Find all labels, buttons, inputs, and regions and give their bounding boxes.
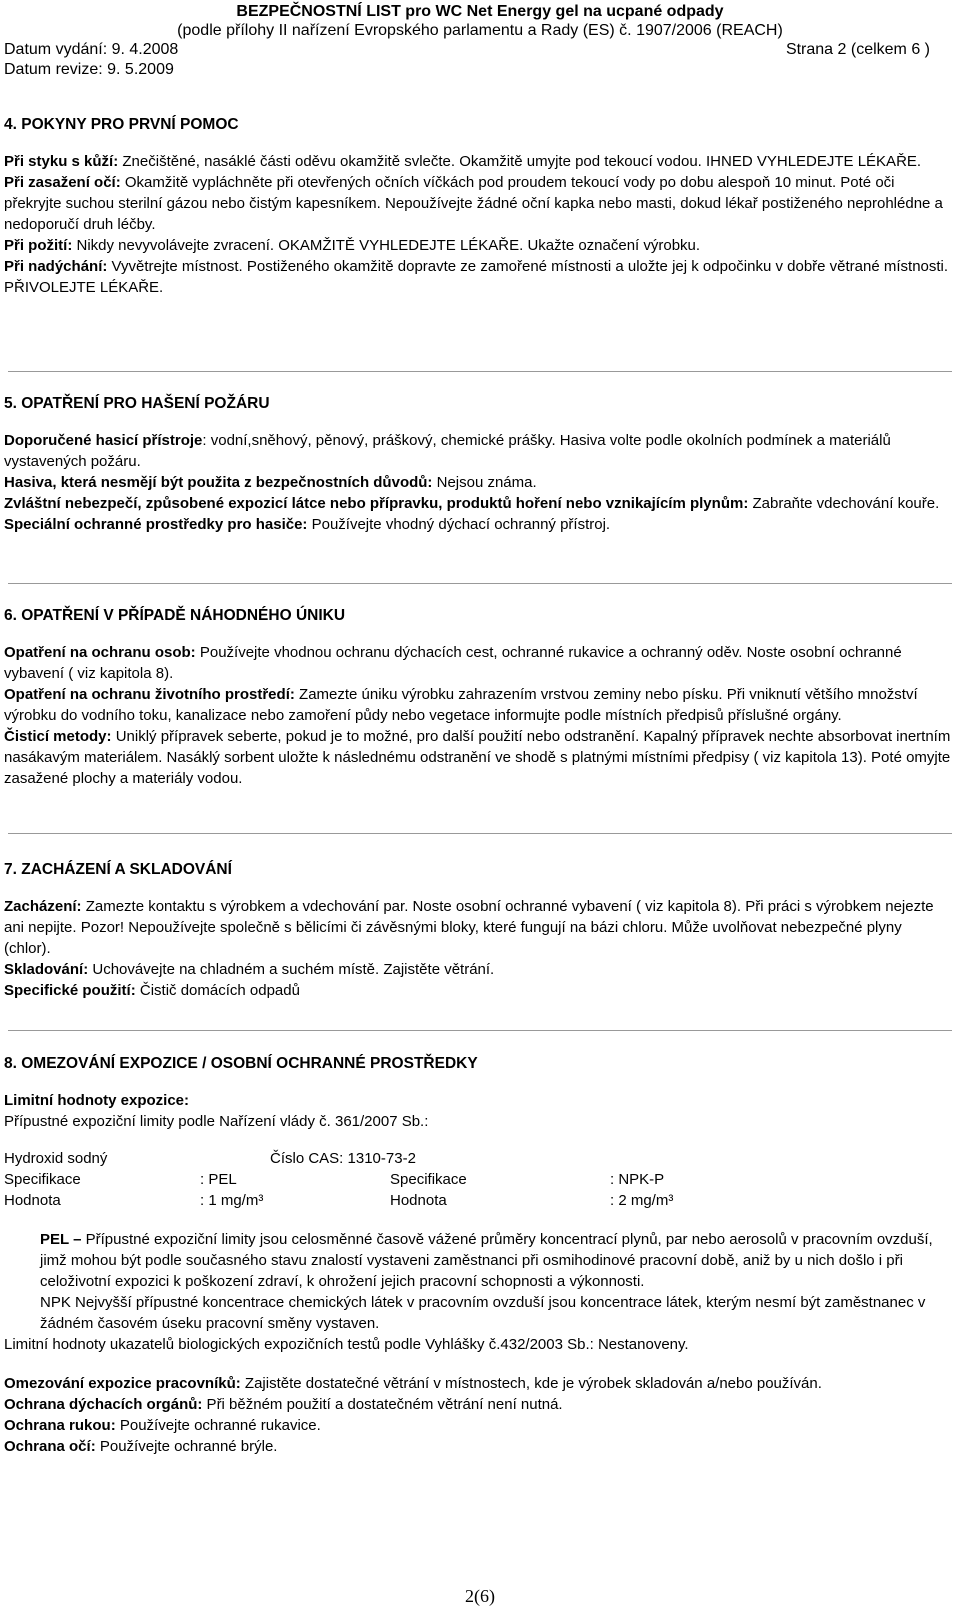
paragraph bbox=[4, 726, 952, 789]
table-cell: Číslo CAS: 1310-73-2 bbox=[270, 1150, 416, 1167]
label: Omezování expozice pracovníků: bbox=[4, 1375, 241, 1392]
limits-label: Limitní hodnoty expozice: bbox=[4, 1092, 190, 1109]
text: Nikdy nevyvolávejte zvracení. OKAMŽITĚ VYHLEDEJTE LÉKAŘE. Ukažte označení výrobku. bbox=[72, 237, 701, 254]
label: Při nadýchání: bbox=[4, 258, 108, 275]
text: Uchovávejte na chladném a suchém místě. Zajistěte větrání. bbox=[88, 961, 495, 978]
text: Znečištěné, nasáklé části oděvu okamžitě svlečte. Okamžitě umyjte pod tekoucí vodou. IHNED VYHLEDEJTE LÉKAŘE. bbox=[118, 153, 922, 170]
divider bbox=[8, 583, 952, 584]
bio-limits: Limitní hodnoty ukazatelů biologických expozičních testů podle Vyhlášky č.432/2003 Sb.: Nestanoveny. bbox=[4, 1336, 689, 1353]
label: Hasiva, která nesmějí být použita z bezpečnostních důvodů: bbox=[4, 474, 433, 491]
label: Při styku s kůží: bbox=[4, 153, 119, 170]
label: Speciální ochranné prostředky pro hasiče: bbox=[4, 516, 308, 533]
label: Opatření na ochranu osob: bbox=[4, 644, 196, 661]
table-cell: Specifikace bbox=[390, 1171, 467, 1188]
document-subtitle: (podle přílohy II nařízení Evropského parlamentu a Rady (ES) č. 1907/2006 (REACH) bbox=[177, 22, 783, 39]
text: Čistič domácích odpadů bbox=[135, 982, 300, 999]
label: Opatření na ochranu životního prostředí: bbox=[4, 686, 295, 703]
divider bbox=[8, 833, 952, 834]
section-title: 7. ZACHÁZENÍ A SKLADOVÁNÍ bbox=[4, 861, 232, 878]
text: Používejte vhodný dýchací ochranný přístroj. bbox=[307, 516, 611, 533]
table-cell bbox=[610, 1148, 810, 1169]
paragraph bbox=[4, 1415, 952, 1436]
text: Zamezte kontaktu s výrobkem a vdechování par. Noste osobní ochranné vybavení ( viz kapitola 8). Při práci s výrobkem nejezte ani nepijte. Pozor! Nepoužívejte společně s bělicími či závěsnými bloky, které fungují na bázi chloru. Může uvolňovat nebezpečné plyny (chlor). bbox=[4, 898, 934, 957]
text: Přípustné expoziční limity jsou celosměnné časově vážené průměry koncentrací plynů, par nebo aerosolů v pracovním ovzduší, jimž mohou být podle současného stavu znalostí vystaveni zaměstnanci při osmihodinové pracovní době, aniž by u nich došlo i při celoživotní expozici k poškození zdraví, k ohrožení jejich pracovní schopnosti a výkonnosti. bbox=[40, 1231, 933, 1290]
text: Vyvětrejte místnost. Postiženého okamžitě dopravte ze zamořené místnosti a uložte jej k odpočinku v dobře větrané místnosti. PŘIVOLEJTE LÉKAŘE. bbox=[4, 258, 949, 296]
limits-table bbox=[4, 1148, 952, 1211]
section-6 bbox=[4, 607, 952, 789]
text: Používejte ochranné rukavice. bbox=[115, 1417, 321, 1434]
table-cell: Hodnota bbox=[4, 1192, 61, 1209]
revision-date: Datum revize: 9. 5.2009 bbox=[4, 61, 174, 78]
paragraph bbox=[4, 151, 952, 172]
npk-note: NPK Nejvyšší přípustné koncentrace chemických látek v pracovním ovzduší jsou koncentrace látek, kterým nesmí být zaměstnanec v žádném časovém úseku pracovní směny vystaven. bbox=[40, 1294, 926, 1332]
label: Specifické použití: bbox=[4, 982, 136, 999]
meta-row bbox=[0, 40, 960, 60]
divider bbox=[8, 1030, 952, 1031]
section-title: 6. OPATŘENÍ V PŘÍPADĚ NÁHODNÉHO ÚNIKU bbox=[4, 607, 346, 624]
text: Okamžitě vypláchněte při otevřených očních víčkách pod proudem tekoucí vody po dobu alespoň 10 minut. Poté oči překryjte suchou sterilní gázou nebo čistým kapesníkem. Nepoužívejte žádné oční kapka nebo masti, dokud lékař postiženého neprohlédne a nedoporučí druh léčby. bbox=[4, 174, 943, 233]
label: Ochrana očí: bbox=[4, 1438, 96, 1455]
divider bbox=[8, 371, 952, 372]
paragraph bbox=[4, 256, 952, 298]
table-cell: Hydroxid sodný bbox=[4, 1150, 108, 1167]
label: Doporučené hasicí přístroje bbox=[4, 432, 203, 449]
label: Zacházení: bbox=[4, 898, 82, 915]
text: Používejte vhodnou ochranu dýchacích cest, ochranné rukavice a ochranný oděv. Noste osobní ochranné vybavení ( viz kapitola 8). bbox=[4, 644, 902, 682]
limits-text: Přípustné expoziční limity podle Nařízení vlády č. 361/2007 Sb.: bbox=[4, 1113, 429, 1130]
paragraph bbox=[4, 472, 952, 493]
label: Ochrana rukou: bbox=[4, 1417, 116, 1434]
paragraph bbox=[4, 514, 952, 535]
text: Používejte ochranné brýle. bbox=[95, 1438, 278, 1455]
paragraph bbox=[4, 980, 952, 1001]
paragraph bbox=[4, 1394, 952, 1415]
paragraph bbox=[4, 493, 952, 514]
text: Zabraňte vdechování kouře. bbox=[748, 495, 940, 512]
paragraph bbox=[4, 959, 952, 980]
table-cell: : PEL bbox=[200, 1171, 237, 1188]
section-title: 8. OMEZOVÁNÍ EXPOZICE / OSOBNÍ OCHRANNÉ PROSTŘEDKY bbox=[4, 1055, 478, 1072]
text: Uniklý přípravek seberte, pokud je to možné, pro další použití nebo odstranění. Kapalný přípravek nechte absorbovat inertním nasákavým materiálem. Nasáklý sorbent uložte k následnému odstranění ve shodě s platnými místními předpisy ( viz kapitola 13). Poté omyjte zasažené plochy a materiály vodou. bbox=[4, 728, 951, 787]
table-cell: : NPK-P bbox=[610, 1171, 665, 1188]
table-cell: Specifikace bbox=[4, 1171, 81, 1188]
paragraph bbox=[4, 684, 952, 726]
section-5 bbox=[4, 395, 952, 535]
paragraph bbox=[4, 1436, 952, 1457]
text: Při běžném použití a dostatečném větrání není nutná. bbox=[202, 1396, 563, 1413]
label: Ochrana dýchacích orgánů: bbox=[4, 1396, 203, 1413]
label: Zvláštní nebezpečí, způsobené expozicí látce nebo přípravku, produktů hoření nebo vznikajícím plynům: bbox=[4, 495, 749, 512]
paragraph bbox=[4, 896, 952, 959]
issue-date: Datum vydání: 9. 4.2008 bbox=[4, 41, 179, 58]
label: PEL – bbox=[40, 1231, 82, 1248]
text: Nejsou známa. bbox=[432, 474, 537, 491]
label: Skladování: bbox=[4, 961, 89, 978]
text: : vodní,sněhový, pěnový, práškový, chemické prášky. Hasiva volte podle okolních podmínek a materiálů vystavených požáru. bbox=[4, 432, 891, 470]
text: Zajistěte dostatečné větrání v místnostech, kde je výrobek skladován a/nebo používán. bbox=[240, 1375, 822, 1392]
paragraph bbox=[4, 235, 952, 256]
table-cell: : 1 mg/m³ bbox=[200, 1192, 264, 1209]
table-cell: : 2 mg/m³ bbox=[610, 1192, 674, 1209]
table-cell: Hodnota bbox=[390, 1192, 447, 1209]
document-header bbox=[0, 0, 960, 40]
pel-note bbox=[4, 1229, 952, 1292]
label: Při zasažení očí: bbox=[4, 174, 121, 191]
section-title: 4. POKYNY PRO PRVNÍ POMOC bbox=[4, 116, 239, 133]
section-8 bbox=[4, 1055, 952, 1457]
page-number: 2(6) bbox=[465, 1586, 495, 1606]
document-title: BEZPEČNOSTNÍ LIST pro WC Net Energy gel na ucpané odpady bbox=[236, 3, 724, 20]
paragraph bbox=[4, 1373, 952, 1394]
section-7 bbox=[4, 861, 952, 1001]
paragraph bbox=[4, 172, 952, 235]
section-4 bbox=[4, 116, 952, 298]
section-title: 5. OPATŘENÍ PRO HAŠENÍ POŽÁRU bbox=[4, 395, 270, 412]
label: Při požití: bbox=[4, 237, 73, 254]
paragraph bbox=[4, 430, 952, 472]
label: Čisticí metody: bbox=[4, 728, 112, 745]
page-info: Strana 2 (celkem 6 ) bbox=[785, 41, 930, 58]
paragraph bbox=[4, 642, 952, 684]
text: Zamezte úniku výrobku zahrazením vrstvou zeminy nebo písku. Při vniknutí většího množství výrobku do vodního toku, kanalizace nebo zamoření půdy nebo vegetace informujte podle místních předpisů příslušné orgány. bbox=[4, 686, 918, 724]
